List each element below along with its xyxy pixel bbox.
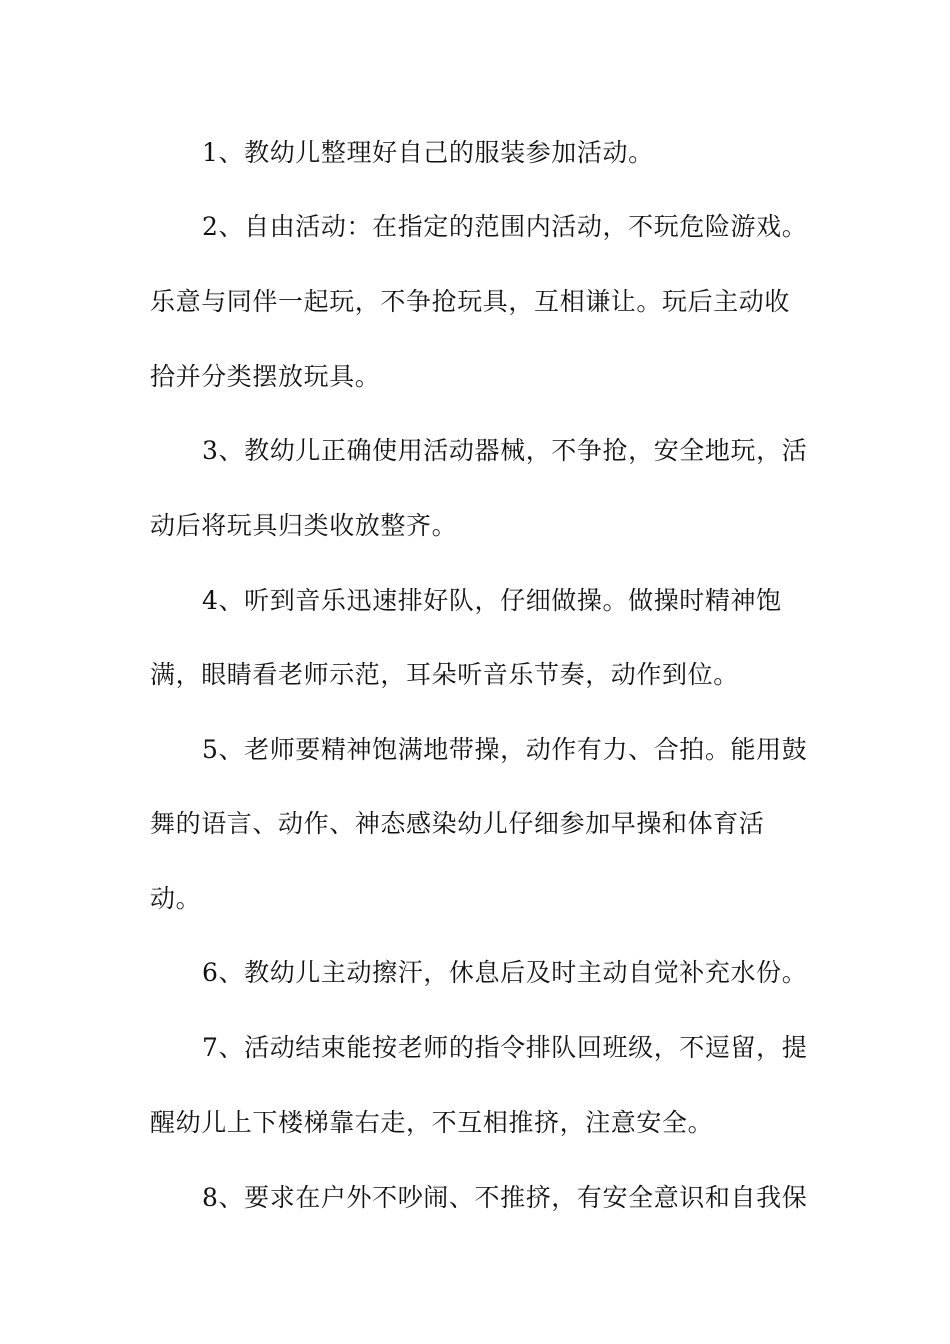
item-8-line-1: 8、要求在户外不吵闹、不推挤，有安全意识和自我保	[202, 1183, 808, 1212]
item-1-line-1: 1、教幼儿整理好自己的服装参加活动。	[202, 138, 654, 167]
item-3-line-2: 动后将玩具归类收放整齐。	[150, 511, 458, 540]
item-6-line-1: 6、教幼儿主动擦汗，休息后及时主动自觉补充水份。	[202, 958, 808, 987]
item-2-line-3: 拾并分类摆放玩具。	[150, 362, 381, 391]
item-2-line-1: 2、自由活动：在指定的范围内活动，不玩危险游戏。	[202, 212, 808, 241]
item-3-line-1: 3、教幼儿正确使用活动器械，不争抢，安全地玩，活	[202, 436, 808, 465]
item-5-line-3: 动。	[150, 884, 202, 913]
item-2-line-2: 乐意与同伴一起玩，不争抢玩具，互相谦让。玩后主动收	[150, 287, 791, 316]
item-4-line-2: 满，眼睛看老师示范，耳朵听音乐节奏，动作到位。	[150, 660, 739, 689]
item-4-line-1: 4、听到音乐迅速排好队，仔细做操。做操时精神饱	[202, 586, 782, 615]
item-7-line-1: 7、活动结束能按老师的指令排队回班级，不逗留，提	[202, 1033, 808, 1062]
item-5-line-1: 5、老师要精神饱满地带操，动作有力、合拍。能用鼓	[202, 735, 808, 764]
item-7-line-2: 醒幼儿上下楼梯靠右走，不互相推挤，注意安全。	[150, 1108, 714, 1137]
item-5-line-2: 舞的语言、动作、神态感染幼儿仔细参加早操和体育活	[150, 809, 765, 838]
